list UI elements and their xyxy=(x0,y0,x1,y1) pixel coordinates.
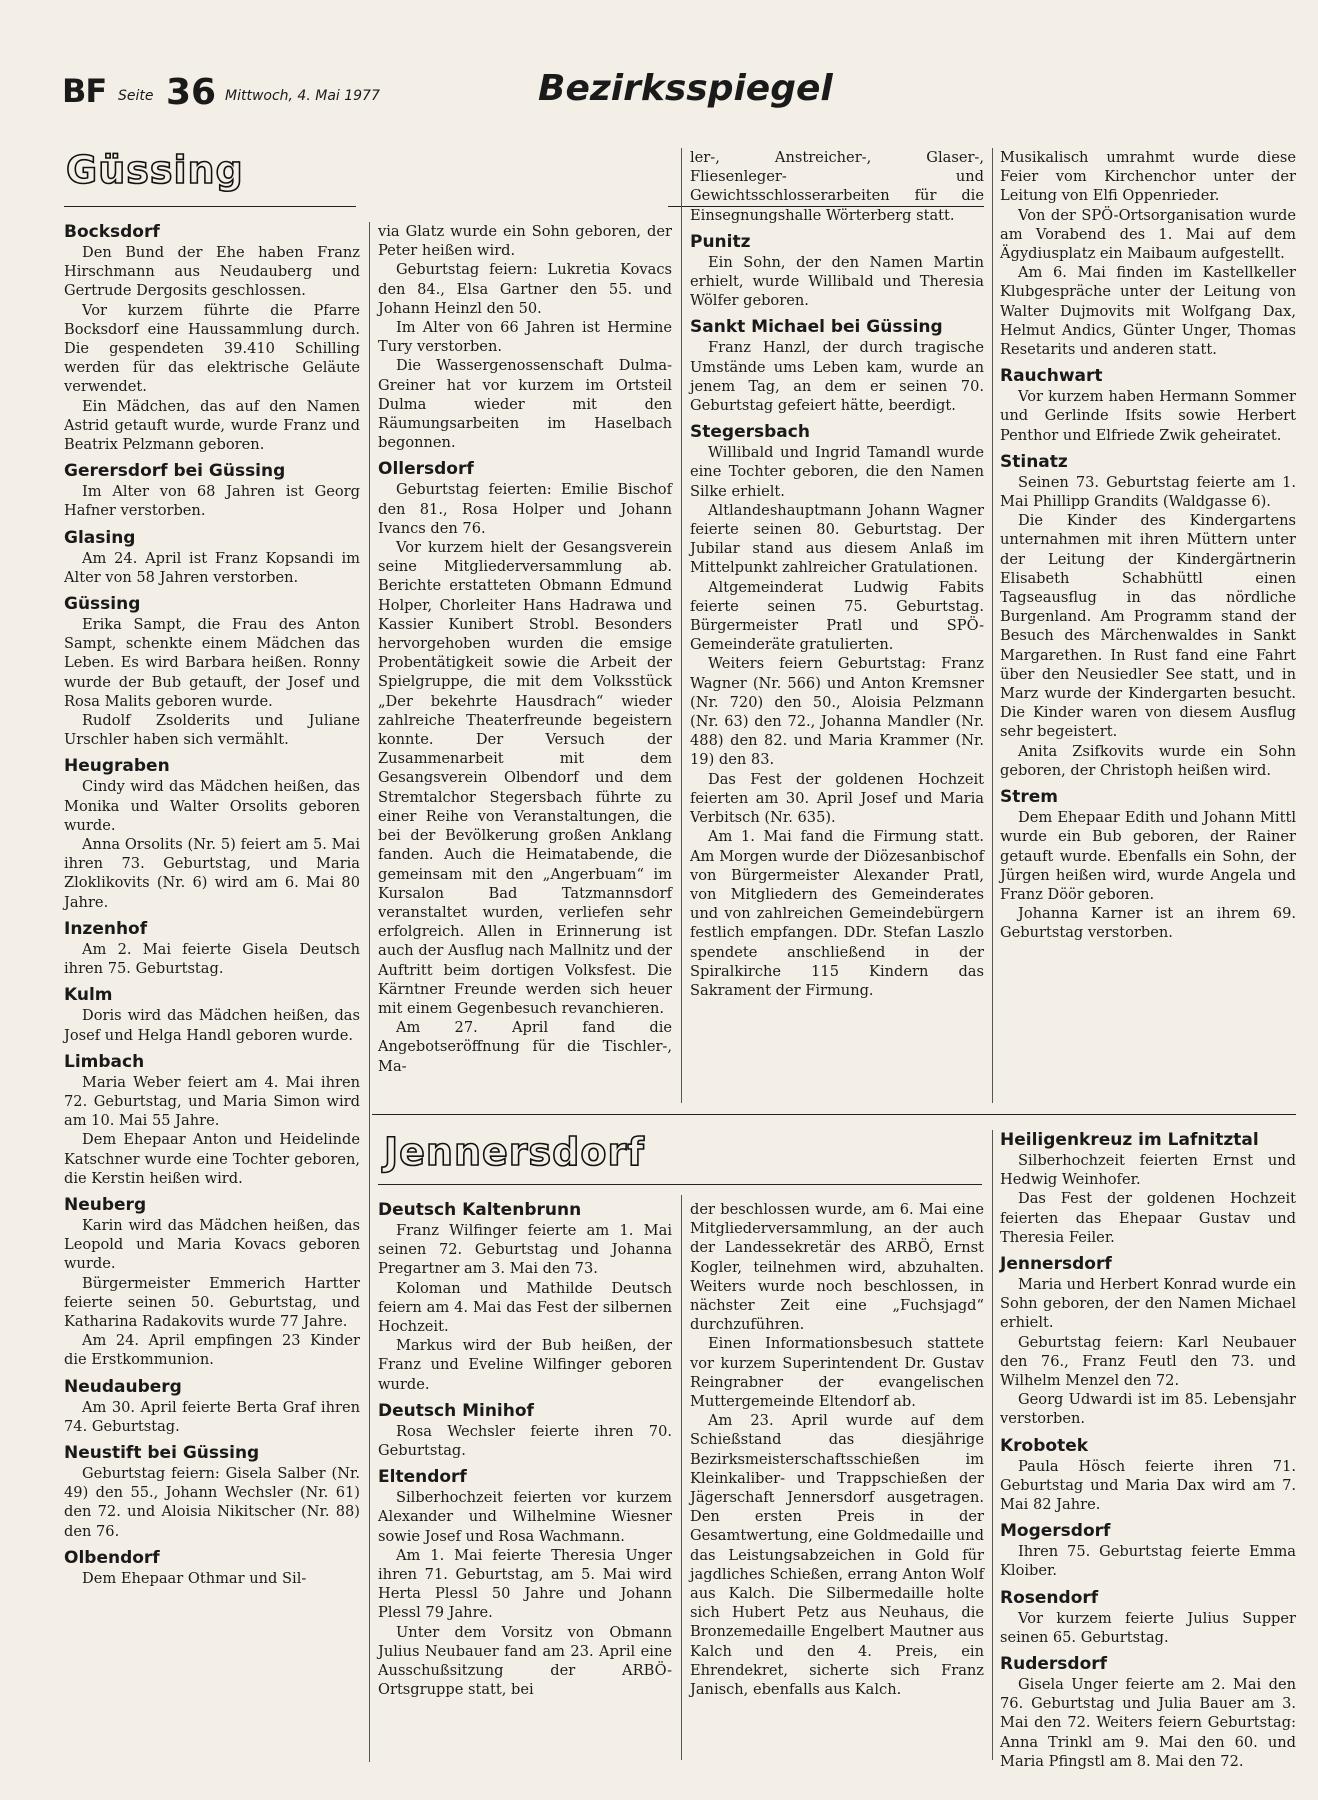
region-title-guessing: Güssing xyxy=(66,148,244,192)
news-paragraph: Am 30. April feierte Berta Graf ihren 74. Geburtstag. xyxy=(64,1398,360,1435)
column-divider xyxy=(369,222,370,1762)
news-paragraph: Von der SPÖ-Ortsorganisation wurde am Vorabend des 1. Mai auf dem Ägydiusplatz ein Maibaum aufgestellt. xyxy=(1000,206,1296,263)
news-paragraph: Maria Weber feiert am 4. Mai ihren 72. Geburtstag, und Maria Simon wird am 10. Mai 55 Jahre. xyxy=(64,1073,360,1130)
news-paragraph: Anna Orsolits (Nr. 5) feiert am 5. Mai ihren 73. Geburtstag, und Maria Zloklikovits (Nr. 6) wird am 6. Mai 80 Jahre. xyxy=(64,836,360,911)
place-heading: Olbendorf xyxy=(64,1547,160,1568)
news-paragraph: der beschlossen wurde, am 6. Mai eine Mitgliederversammlung, an der auch der Landessekretär des ARBÖ, Ernst Kogler, teilnehmen wird, abzuhalten. Weiters wurde noch beschlossen, in nächster Zeit eine „Fuchsjagd“ durchzuführen. xyxy=(690,1201,984,1334)
page-label: Seite xyxy=(118,88,154,104)
issue-date: Mittwoch, 4. Mai 1977 xyxy=(225,88,380,104)
place-heading: Stinatz xyxy=(1000,451,1068,472)
place-heading: Jennersdorf xyxy=(1000,1254,1112,1275)
place-heading: Krobotek xyxy=(1000,1435,1089,1456)
place-heading: Rauchwart xyxy=(1000,366,1103,387)
place-heading: Stegersbach xyxy=(690,422,810,443)
news-paragraph: Bürgermeister Emmerich Hartter feierte seinen 50. Geburtstag, und Katharina Radakovits wurde 77 Jahre. xyxy=(64,1274,360,1330)
place-heading: Ollersdorf xyxy=(378,459,474,480)
article-column xyxy=(378,222,672,1076)
news-paragraph: Im Alter von 68 Jahren ist Georg Hafner verstorben. xyxy=(64,483,360,520)
place-heading: Deutsch Kaltenbrunn xyxy=(378,1200,582,1220)
news-paragraph: Anita Zsifkovits wurde ein Sohn geboren, der Christoph heißen wird. xyxy=(1000,742,1296,779)
news-paragraph: Altlandeshauptmann Johann Wagner feierte seinen 80. Geburtstag. Der Jubilar stand aus diesem Anlaß im Mittelpunkt zahlreicher Gratulationen. xyxy=(690,501,984,577)
news-paragraph: Georg Udwardi ist im 85. Lebensjahr verstorben. xyxy=(1000,1391,1296,1428)
news-paragraph: Gisela Unger feierte am 2. Mai den 76. Geburtstag und Julia Bauer am 3. Mai den 72. Weiters feiern Geburtstag: Anna Trinkl am 9. Mai den 60. und Maria Pfingstl am 8. Mai den 72. xyxy=(1000,1676,1296,1770)
place-heading: Neuberg xyxy=(64,1194,147,1215)
place-heading: Deutsch Minihof xyxy=(378,1400,534,1421)
place-heading: Glasing xyxy=(64,527,136,548)
news-paragraph: Ein Sohn, der den Namen Martin erhielt, wurde Willibald und Theresia Wölfer geboren. xyxy=(690,253,984,310)
news-paragraph: Willibald und Ingrid Tamandl wurde eine Tochter geboren, die den Namen Silke erhielt. xyxy=(690,444,984,500)
news-paragraph: Rudolf Zsolderits und Juliane Urschler haben sich vermählt. xyxy=(64,712,360,749)
news-paragraph: ler-, Anstreicher-, Glaser-, Fliesenleger- und Gewichtsschlosserarbeiten für die Einsegnungshalle Wörterberg statt. xyxy=(690,149,984,224)
news-paragraph: Franz Hanzl, der durch tragische Umstände ums Leben kam, wurde an jenem Tag, an dem er seinen 70. Geburtstag gefeiert hätte, beerdigt. xyxy=(690,339,984,415)
news-paragraph: Vor kurzem feierte Julius Supper seinen 65. Geburtstag. xyxy=(1000,1609,1296,1646)
news-paragraph: Vor kurzem haben Hermann Sommer und Gerlinde Ifsits sowie Herbert Penthor und Elfriede Zwik geheiratet. xyxy=(1000,388,1296,444)
news-paragraph: Am 24. April empfingen 23 Kinder die Erstkommunion. xyxy=(64,1332,360,1369)
news-paragraph: Rosa Wechsler feierte ihren 70. Geburtstag. xyxy=(378,1422,672,1460)
column-divider xyxy=(681,148,682,1103)
news-paragraph: Erika Sampt, die Frau des Anton Sampt, schenkte einem Mädchen das Leben. Es wird Barbara heißen. Ronny wurde der Bub getauft, der Josef und Rosa Malits geboren wurde. xyxy=(64,616,360,710)
page-header xyxy=(62,68,1297,113)
news-paragraph: Doris wird das Mädchen heißen, das Josef und Helga Handl geboren wurde. xyxy=(64,1007,360,1044)
news-paragraph: Die Kinder des Kindergartens unternahmen mit ihren Müttern unter der Leitung der Kindergärtnerin Elisabeth Schabhüttl einen Tagseausflug in das nördliche Burgenland. Am Programm stand der Besuch des Märchenwaldes in Sankt Margarethen. In Rust fand eine Fahrt über den Neusiedler See statt, und in Marz wurde der Kindergarten besucht. Die Kinder waren von diesem Ausflug sehr begeistert. xyxy=(1000,512,1296,741)
news-paragraph: Im Alter von 66 Jahren ist Hermine Tury verstorben. xyxy=(378,319,672,356)
news-paragraph: Am 24. April ist Franz Kopsandi im Alter von 58 Jahren verstorben. xyxy=(64,549,360,586)
news-paragraph: Ihren 75. Geburtstag feierte Emma Kloiber. xyxy=(1000,1543,1296,1580)
place-heading: Rudersdorf xyxy=(1000,1654,1108,1675)
place-heading: Neudauberg xyxy=(64,1376,182,1397)
news-paragraph: Silberhochzeit feierten Ernst und Hedwig Weinhofer. xyxy=(1000,1152,1296,1189)
news-paragraph: Geburtstag feiern: Lukretia Kovacs den 84., Elsa Gartner den 55. und Johann Heinzl den 50. xyxy=(378,261,672,317)
article-column xyxy=(690,1200,984,1699)
news-paragraph: Den Bund der Ehe haben Franz Hirschmann aus Neudauberg und Gertrude Dergosits geschlossen. xyxy=(64,244,360,300)
place-heading: Inzenhof xyxy=(64,918,148,939)
article-column xyxy=(1000,1130,1296,1771)
article-column xyxy=(1000,148,1296,943)
place-heading: Strem xyxy=(1000,787,1058,808)
place-heading: Kulm xyxy=(64,985,113,1006)
news-paragraph: Geburtstag feiern: Karl Neubauer den 76., Franz Feutl den 73. und Wilhelm Menzel den 72. xyxy=(1000,1333,1296,1390)
newspaper-logo: BF xyxy=(62,72,107,110)
news-paragraph: Dem Ehepaar Othmar und Sil- xyxy=(82,1569,307,1587)
news-paragraph: Cindy wird das Mädchen heißen, das Monika und Walter Orsolits geboren wurde. xyxy=(64,778,360,834)
article-column xyxy=(378,1200,672,1699)
section-rule xyxy=(372,1114,1296,1115)
news-paragraph: via Glatz wurde ein Sohn geboren, der Peter heißen wird. xyxy=(378,223,672,260)
place-heading: Eltendorf xyxy=(378,1467,467,1488)
news-paragraph: Unter dem Vorsitz von Obmann Julius Neubauer fand am 23. April eine Ausschußsitzung der ARBÖ-Ortsgruppe statt, bei xyxy=(378,1623,672,1699)
news-paragraph: Die Wassergenossenschaft Dulma-Greiner hat vor kurzem im Ortsteil Dulma wieder mit den Räumungsarbeiten im Haselbach begonnen. xyxy=(378,357,672,452)
news-paragraph: Geburtstag feiern: Gisela Salber (Nr. 49) den 55., Johann Wechsler (Nr. 61) den 72. und Aloisia Nikitscher (Nr. 88) den 76. xyxy=(64,1464,360,1540)
news-paragraph: Johanna Karner ist an ihrem 69. Geburtstag verstorben. xyxy=(1000,905,1296,942)
place-heading: Güssing xyxy=(64,594,141,615)
column-divider xyxy=(681,1195,682,1760)
place-heading: Sankt Michael bei Güssing xyxy=(690,317,943,338)
news-paragraph: Das Fest der goldenen Hochzeit feierten das Ehepaar Gustav und Theresia Feiler. xyxy=(1000,1190,1296,1246)
news-paragraph: Weiters feiern Geburtstag: Franz Wagner (Nr. 566) und Anton Kremsner (Nr. 720) den 50., Aloisia Pelzmann (Nr. 63) den 72., Johanna Mandler (Nr. 488) den 82. und Maria Krammer (Nr. 19) den 83. xyxy=(690,655,984,769)
news-paragraph: Altgemeinderat Ludwig Fabits feierte seinen 75. Geburtstag. Bürgermeister Pratl und SPÖ-Gemeinderäte gratulierten. xyxy=(690,578,984,654)
news-paragraph: Geburtstag feierten: Emilie Bischof den 81., Rosa Holper und Johann Ivancs den 76. xyxy=(378,481,672,537)
news-paragraph: Am 2. Mai feierte Gisela Deutsch ihren 75. Geburtstag. xyxy=(64,940,360,978)
news-paragraph: Das Fest der goldenen Hochzeit feierten am 30. April Josef und Maria Verbitsch (Nr. 635). xyxy=(690,770,984,827)
news-paragraph: Paula Hösch feierte ihren 71. Geburtstag und Maria Dax wird am 7. Mai 82 Jahre. xyxy=(1000,1457,1296,1514)
page-number: 36 xyxy=(166,72,217,113)
region-title-jennersdorf: Jennersdorf xyxy=(384,1130,645,1174)
section-rule xyxy=(378,1184,982,1185)
article-column xyxy=(64,222,360,1588)
news-paragraph: Musikalisch umrahmt wurde diese Feier vom Kirchenchor unter der Leitung von Elfi Oppenrieder. xyxy=(1000,149,1296,205)
place-heading: Limbach xyxy=(64,1051,145,1072)
place-heading: Heiligenkreuz im Lafnitztal xyxy=(1000,1130,1259,1150)
place-heading: Rosendorf xyxy=(1000,1587,1099,1608)
news-paragraph: Markus wird der Bub heißen, der Franz und Eveline Wilfinger geboren wurde. xyxy=(378,1337,672,1393)
news-paragraph: Am 6. Mai finden im Kastellkeller Klubgespräche unter der Leitung von Walter Dujmovits mit Wolfgang Dax, Helmut Andics, Günter Unger, Thomas Resetarits und anderen statt. xyxy=(1000,264,1296,359)
column-divider xyxy=(992,1130,993,1760)
news-paragraph: Am 1. Mai fand die Firmung statt. Am Morgen wurde der Diözesanbischof von Bürgermeister Alexander Pratl, von Mitgliedern des Gemeinderates und von zahlreichen Gemeindebürgern festlich empfangen. DDr. Stefan Laszlo spendete anschließend in der Spiralkirche 115 Kindern das Sakrament der Firmung. xyxy=(690,828,984,999)
place-heading: Bocksdorf xyxy=(64,222,160,242)
place-heading: Gerersdorf bei Güssing xyxy=(64,461,286,482)
news-paragraph: Am 27. April fand die Angebotseröffnung für die Tischler-, Ma- xyxy=(378,1019,672,1075)
place-heading: Neustift bei Güssing xyxy=(64,1442,260,1463)
news-paragraph: Dem Ehepaar Anton und Heidelinde Katschner wurde eine Tochter geboren, die Kerstin heißen wird. xyxy=(64,1131,360,1187)
news-paragraph: Am 23. April wurde auf dem Schießstand das diesjährige Bezirksmeisterschaftsschießen im Kleinkaliber- und Trappschießen der Jägerschaft Jennersdorf ausgetragen. Den ersten Preis in der Gesamtwertung, eine Goldmedaille und das Leistungsabzeichen in Gold für jagdliches Schießen, errang Anton Wolf aus Kalch. Die Silbermedaille holte sich Hubert Petz aus Neuhaus, die Bronzemedaille Engelbert Mautner aus Kalch und den 4. Preis, ein Ehrendekret, sicherte sich Franz Janisch, ebenfalls aus Kalch. xyxy=(690,1412,984,1699)
news-paragraph: Ein Mädchen, das auf den Namen Astrid getauft wurde, wurde Franz und Beatrix Pelzmann geboren. xyxy=(64,397,360,454)
news-paragraph: Am 1. Mai feierte Theresia Unger ihren 71. Geburtstag, am 5. Mai wird Herta Plessl 50 Jahre und Johann Plessl 79 Jahre. xyxy=(378,1546,672,1622)
section-title: Bezirksspiegel xyxy=(538,68,833,109)
news-paragraph: Dem Ehepaar Edith und Johann Mittl wurde ein Bub geboren, der Rainer getauft wurde. Ebenfalls ein Sohn, der Jürgen heißen wird, wurde Angela und Franz Döör geboren. xyxy=(1000,809,1296,903)
news-paragraph: Koloman und Mathilde Deutsch feiern am 4. Mai das Fest der silbernen Hochzeit. xyxy=(378,1279,672,1336)
place-heading: Mogersdorf xyxy=(1000,1521,1111,1542)
place-heading: Punitz xyxy=(690,231,751,252)
section-rule xyxy=(64,206,356,207)
news-paragraph: Karin wird das Mädchen heißen, das Leopold und Maria Kovacs geboren wurde. xyxy=(64,1216,360,1273)
news-paragraph: Vor kurzem hielt der Gesangsverein seine Mitgliederversammlung ab. Berichte erstatteten Obmann Edmund Holper, Chorleiter Hans Hadrawa und Kassier Kunibert Strobl. Besonders hervorgehoben wurden die emsige Probentätigkeit sowie die Arbeit der Spielgruppe, die mit dem Volksstück „Der bekehrte Hausdrach“ wieder zahlreiche Theaterfreunde begeistern konnte. Der Versuch der Zusammenarbeit mit dem Gesangsverein Olbendorf und dem Stremtalchor Stegersbach führte zu einer Reihe von Veranstaltungen, die bei der Bevölkerung großen Anklang fanden. Auch die Heimatabende, die gemeinsam mit den „Angerbuam“ im Kursalon Bad Tatzmannsdorf veranstaltet wurden, verliefen sehr erfolgreich. Allen in Erinnerung ist auch der Ausflug nach Mallnitz und der Auftritt beim dortigen Volksfest. Die Kärntner Freunde werden sich heuer mit einem Gegenbesuch revanchieren. xyxy=(378,539,672,1017)
article-column xyxy=(690,148,984,1000)
place-heading: Heugraben xyxy=(64,756,170,777)
news-paragraph: Franz Wilfinger feierte am 1. Mai seinen 72. Geburtstag und Johanna Pregartner am 3. Mai den 73. xyxy=(378,1222,672,1278)
news-paragraph: Einen Informationsbesuch stattete vor kurzem Superintendent Dr. Gustav Reingrabner der evangelischen Muttergemeinde Eltendorf ab. xyxy=(690,1335,984,1411)
column-divider xyxy=(992,148,993,1103)
news-paragraph: Maria und Herbert Konrad wurde ein Sohn geboren, der den Namen Michael erhielt. xyxy=(1000,1276,1296,1332)
news-paragraph: Silberhochzeit feierten vor kurzem Alexander und Wilhelmine Wiesner sowie Josef und Rosa Wachmann. xyxy=(378,1489,672,1545)
news-paragraph: Seinen 73. Geburtstag feierte am 1. Mai Phillipp Grandits (Waldgasse 6). xyxy=(1000,473,1296,511)
news-paragraph: Vor kurzem führte die Pfarre Bocksdorf eine Haussammlung durch. Die gespendeten 39.410 Schilling werden für das elektrische Geläute verwendet. xyxy=(64,301,360,396)
